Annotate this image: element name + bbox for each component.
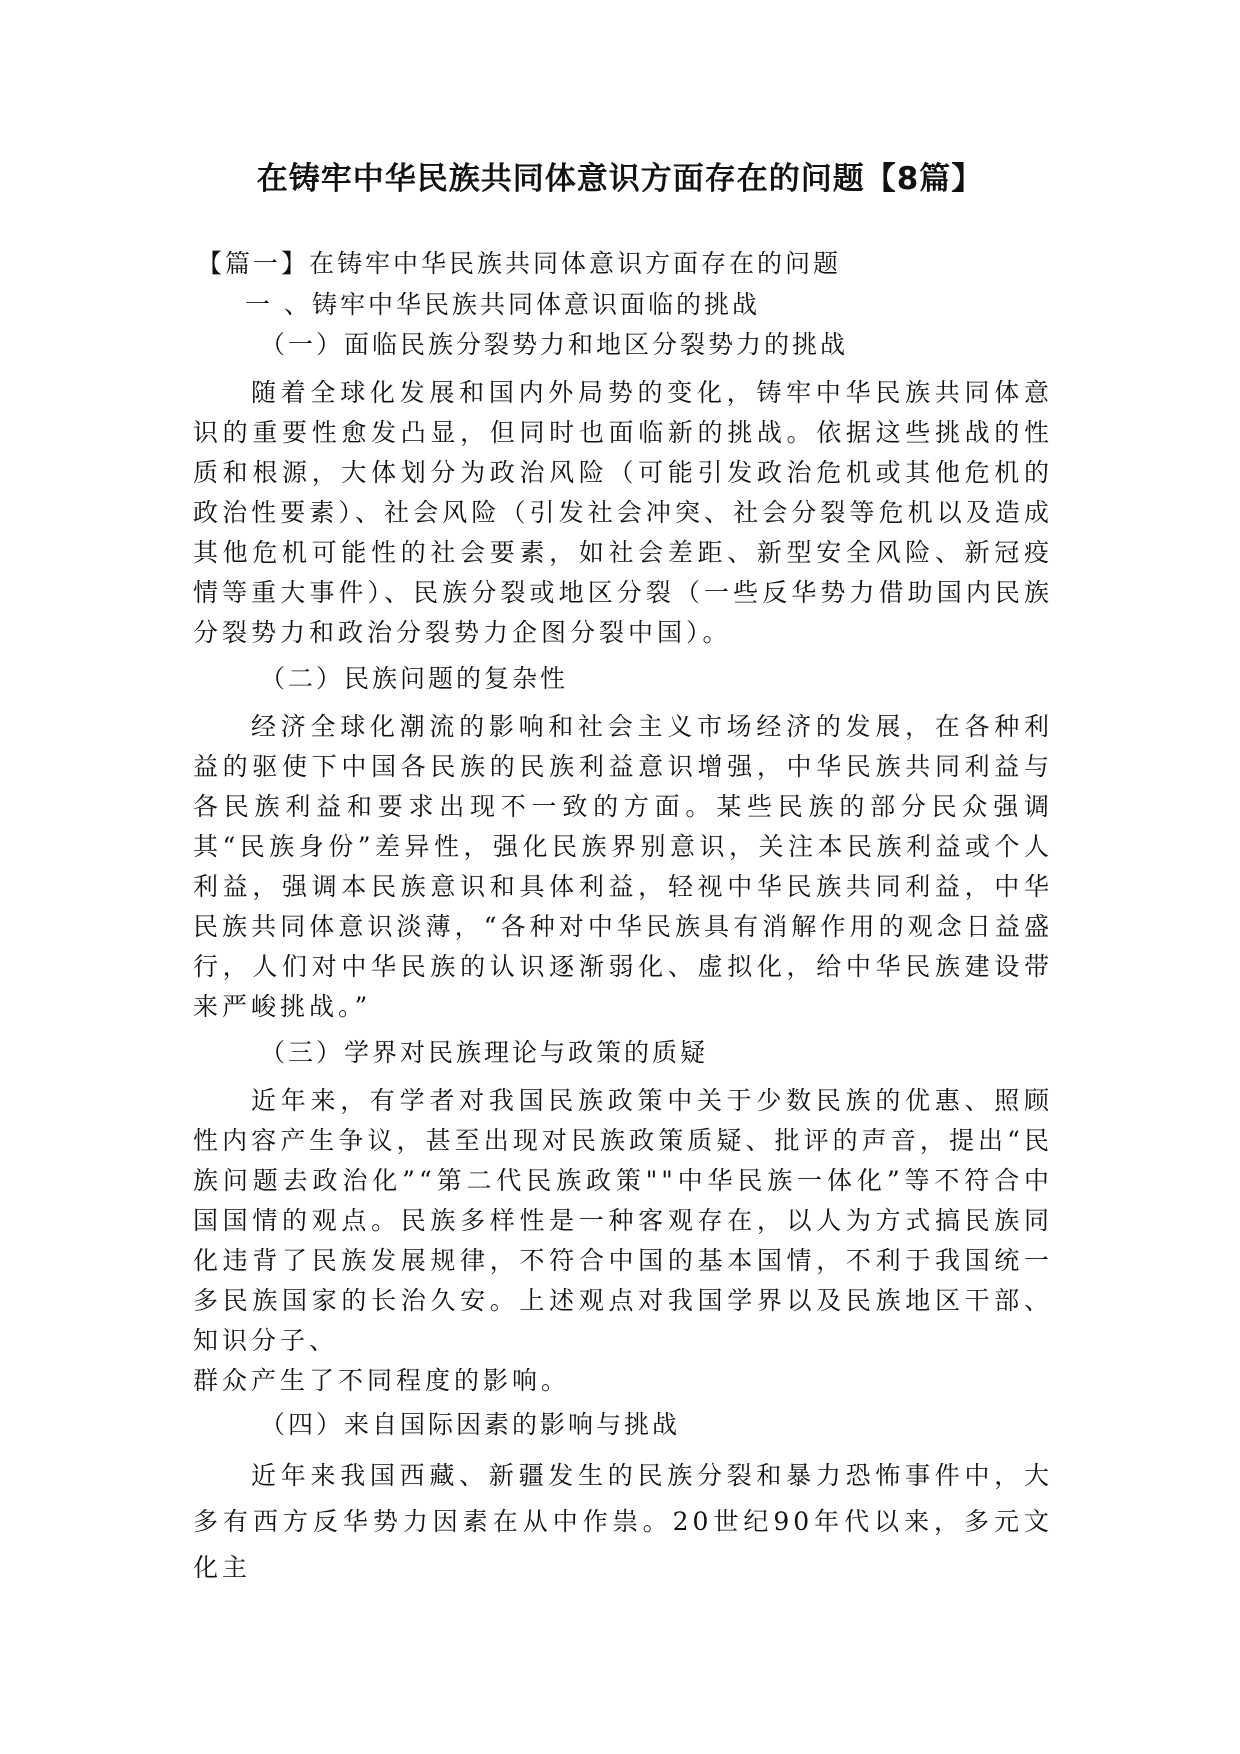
subsection-heading-2: （二）民族问题的复杂性	[260, 664, 569, 693]
paragraph-3-continuation: 群众产生了不同程度的影响。	[193, 1366, 571, 1395]
paragraph-2: 经济全球化潮流的影响和社会主义市场经济的发展，在各种利益的驱使下中国各民族的民族利益意识增强，中华民族共同利益与各民族利益和要求出现不一致的方面。某些民族的部分民众强调其“民族身份”差异性，强化民族界别意识，关注本民族利益或个人利益，强调本民族意识和具体利益，轻视中华民族共同利益，中华民族共同体意识淡薄，“各种对中华民族具有消解作用的观念日益盛行，人们对中华民族的认识逐渐弱化、虚拟化，给中华民族建设带来严峻挑战。”	[193, 712, 1053, 1021]
paragraph-1: 随着全球化发展和国内外局势的变化，铸牢中华民族共同体意识的重要性愈发凸显，但同时也面临新的挑战。依据这些挑战的性质和根源，大体划分为政治风险（可能引发政治危机或其他危机的政治性要素）、社会风险（引发社会冲突、社会分裂等危机以及造成其他危机可能性的社会要素，如社会差距、新型安全风险、新冠疫情等重大事件）、民族分裂或地区分裂（一些反华势力借助国内民族分裂势力和政治分裂势力企图分裂中国）。	[193, 378, 1053, 647]
article-heading: 【篇一】在铸牢中华民族共同体意识方面存在的问题	[197, 249, 842, 278]
subsection-heading-1: （一）面临民族分裂势力和地区分裂势力的挑战	[260, 330, 849, 359]
paragraph-3: 近年来，有学者对我国民族政策中关于少数民族的优惠、照顾性内容产生争议，甚至出现对民族政策质疑、批评的声音，提出“民族问题去政治化”“第二代民族政策""中华民族一体化”等不符合中国国情的观点。民族多样性是一种客观存在，以人为方式搞民族同化违背了民族发展规律，不符合中国的基本国情，不利于我国统一多民族国家的长治久安。上述观点对我国学界以及民族地区干部、知识分子、	[193, 1086, 1053, 1355]
subsection-heading-4: （四）来自国际因素的影响与挑战	[260, 1410, 681, 1439]
document-title: 在铸牢中华民族共同体意识方面存在的问题【8篇】	[256, 161, 984, 197]
paragraph-4: 近年来我国西藏、新疆发生的民族分裂和暴力恐怖事件中，大多有西方反华势力因素在从中作祟。20世纪90年代以来，多元文化主	[193, 1461, 1053, 1582]
document-body	[193, 244, 1053, 1597]
subsection-heading-3: （三）学界对民族理论与政策的质疑	[260, 1038, 709, 1067]
section-heading: 一 、铸牢中华民族共同体意识面临的挑战	[245, 290, 760, 319]
